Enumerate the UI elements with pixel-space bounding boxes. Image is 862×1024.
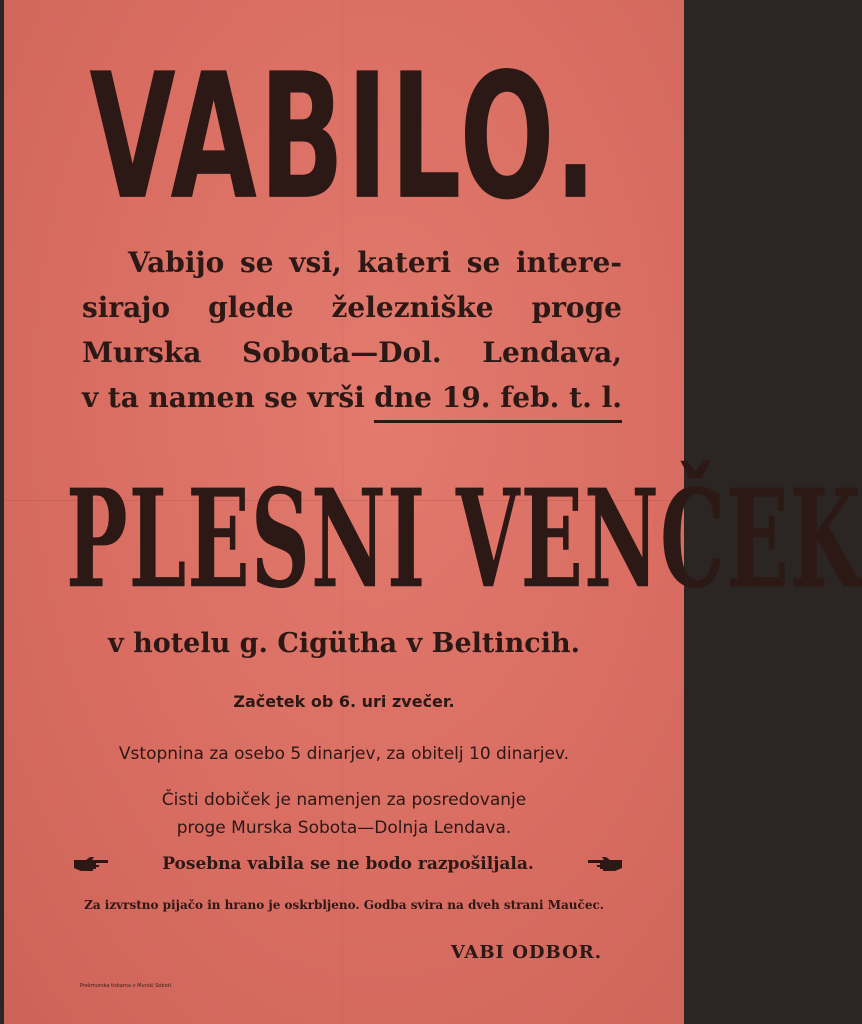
event-venue: v hotelu g. Cigütha v Beltincih. [107, 628, 581, 659]
intro-word: v [82, 381, 99, 414]
intro-word: glede [208, 291, 294, 324]
intro-word: železniške [331, 291, 494, 324]
intro-word: intere- [516, 246, 622, 279]
special-invitations-row [72, 854, 624, 874]
profit-note-line-2: proge Murska Sobota—Dolnja Lendava. [176, 818, 512, 838]
printer-imprint: Prekmurska tiskarna v Murski Soboti. [80, 983, 173, 989]
intro-word: namen [148, 381, 255, 414]
start-time: Začetek ob 6. uri zvečer. [233, 692, 455, 711]
poster-title: VABILO. [89, 37, 599, 239]
entry-fee: Vstopnina za osebo 5 dinarjev, za obitelj 10 dinarjev. [118, 744, 570, 764]
intro-word: vsi, [289, 246, 342, 279]
poster-sheet [4, 0, 862, 1024]
intro-word: proge [531, 291, 622, 324]
intro-line-1 [82, 240, 622, 285]
intro-word: vrši [307, 381, 365, 414]
intro-line-4 [82, 375, 622, 423]
intro-word: Vabijo [128, 246, 225, 279]
event-date: dne 19. feb. t. l. [374, 375, 622, 423]
pointing-hand-left-icon [584, 854, 624, 874]
intro-word: se [264, 381, 298, 414]
event-headline: PLESNI VENČEK [66, 460, 862, 620]
intro-word: kateri [357, 246, 452, 279]
pointing-hand-right-icon [72, 854, 112, 874]
special-invitations-text: Posebna vabila se ne bodo razpošiljala. [162, 854, 534, 874]
intro-word: ta [107, 381, 139, 414]
signature: VABI ODBOR. [450, 942, 602, 963]
profit-note-line-1: Čisti dobiček je namenjen za posredovanje [161, 790, 527, 810]
drinks-music-note: Za izvrstno pijačo in hrano je oskrbljeno. Godba svira na dveh strani Maučec. [84, 898, 604, 912]
intro-word: se [240, 246, 274, 279]
intro-line-2 [82, 285, 622, 330]
intro-word: Sobota—Dol. [242, 336, 442, 369]
intro-line-3 [82, 330, 622, 375]
intro-word: se [466, 246, 501, 279]
profit-note [4, 786, 684, 842]
intro-paragraph [82, 240, 622, 423]
intro-word: sirajo [82, 291, 171, 324]
intro-word: Lendava, [482, 336, 622, 369]
intro-word: Murska [82, 336, 202, 369]
